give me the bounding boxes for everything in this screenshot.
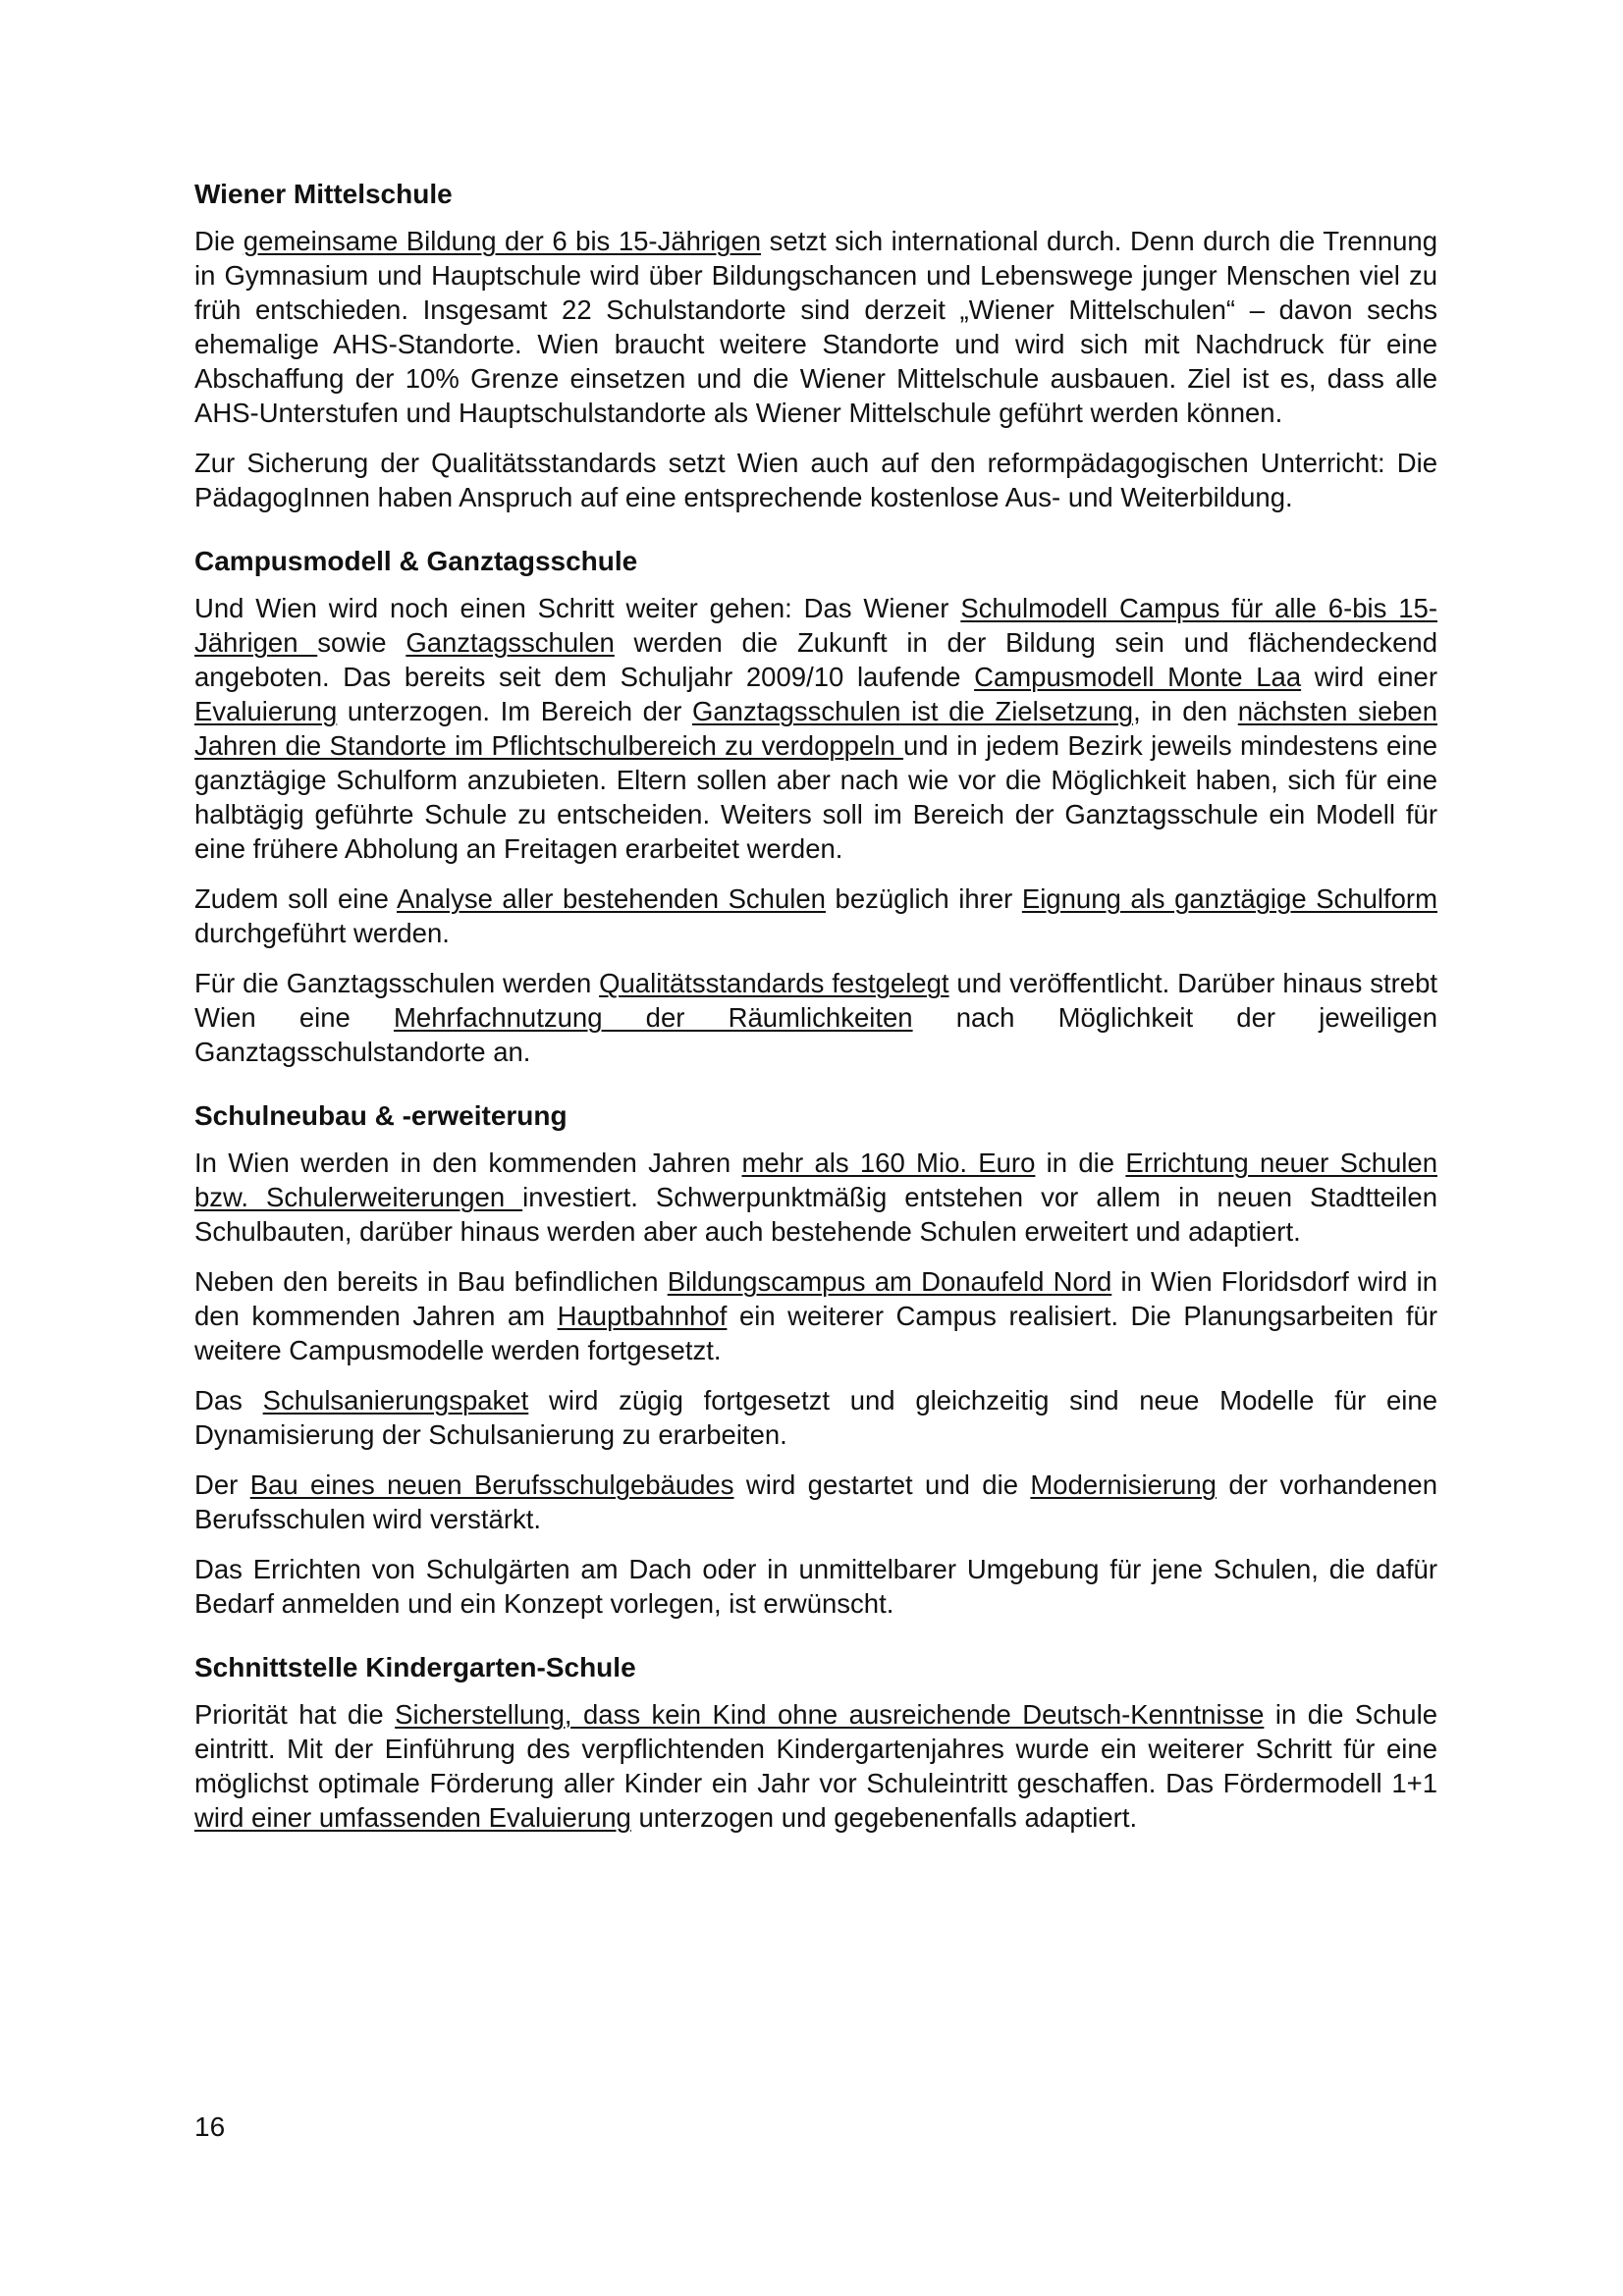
- text-run: ein weiterer Campus realisiert. Die Planungsarbeiten für weitere Campusmodelle werden fortgesetzt.: [194, 1301, 1437, 1365]
- text-run: Zudem soll eine: [194, 883, 398, 914]
- text-run: der vorhandenen Berufsschulen wird verstärkt.: [194, 1469, 1437, 1534]
- text-run: in Wien Floridsdorf wird in den kommenden Jahren am: [194, 1266, 1438, 1331]
- underlined-text: Errichtung neuer Schulen bzw. Schulerweiterungen: [194, 1148, 1437, 1212]
- underlined-text: Qualitätsstandards festgelegt: [599, 968, 949, 998]
- text-run: unterzogen. Im Bereich der: [337, 696, 692, 726]
- section-heading: Wiener Mittelschule: [194, 179, 453, 209]
- body-paragraph: [194, 1468, 1437, 1536]
- text-run: durchgeführt werden.: [194, 918, 450, 948]
- underlined-text: Schulmodell Campus für alle 6-bis 15-Jährigen: [194, 593, 1437, 658]
- text-run: Für die Ganztagsschulen werden: [194, 968, 600, 998]
- document-section: [194, 544, 1437, 1069]
- underlined-text: mehr als 160 Mio. Euro: [741, 1148, 1036, 1178]
- text-run: in die: [1035, 1148, 1126, 1178]
- document-body: [194, 177, 1437, 1864]
- text-run: setzt sich international durch. Denn durch die Trennung in Gymnasium und Hauptschule wird über Bildungschancen und Lebenswege junger Menschen viel zu früh entschieden. Insgesamt 22 Schulstandorte sind derzeit „Wiener Mittelschulen“ – davon sechs ehemalige AHS-Standorte. Wien braucht weitere Standorte und wird sich mit Nachdruck für eine Abschaffung der 10% Grenze einsetzen und die Wiener Mittelschule ausbauen. Ziel ist es, dass alle AHS-Unterstufen und Hauptschulstandorte als Wiener Mittelschule geführt werden können.: [194, 226, 1438, 428]
- body-paragraph: [194, 966, 1437, 1069]
- underlined-text: Mehrfachnutzung der Räumlichkeiten: [394, 1002, 913, 1033]
- text-run: Und Wien wird noch einen Schritt weiter gehen: Das Wiener: [194, 593, 961, 623]
- section-heading: Campusmodell & Ganztagsschule: [194, 546, 638, 576]
- text-run: und in jedem Bezirk jeweils mindestens eine ganztägige Schulform anzubieten. Eltern sollen aber nach wie vor die Möglichkeit haben, sich für eine halbtägig geführte Schule zu entscheiden. Weiters soll im Bereich der Ganztagsschule ein Modell für eine frühere Abholung an Freitagen erarbeitet werden.: [194, 730, 1437, 864]
- body-paragraph: [194, 1264, 1437, 1367]
- underlined-text: wird einer umfassenden Evaluierung: [194, 1802, 631, 1833]
- text-run: bezüglich ihrer: [825, 883, 1022, 914]
- page-number: 16: [194, 2111, 226, 2142]
- underlined-text: Schulsanierungspaket: [262, 1385, 529, 1415]
- text-run: Zur Sicherung der Qualitätsstandards setzt Wien auch auf den reformpädagogischen Unterricht: Die PädagogInnen haben Anspruch auf eine entsprechende kostenlose Aus- und Weiterbildung.: [194, 448, 1437, 512]
- text-run: und veröffentlicht. Darüber hinaus strebt Wien eine: [194, 968, 1437, 1033]
- text-run: Der: [194, 1469, 250, 1500]
- text-run: Die: [194, 226, 243, 256]
- document-section: [194, 1098, 1437, 1621]
- underlined-text: Evaluierung: [194, 696, 338, 726]
- underlined-text: Bau eines neuen Berufsschulgebäudes: [249, 1469, 734, 1500]
- section-heading: Schulneubau & -erweiterung: [194, 1100, 568, 1131]
- underlined-text: Campusmodell Monte Laa: [974, 662, 1302, 692]
- underlined-text: gemeinsame Bildung der 6 bis 15-Jährigen: [243, 226, 762, 256]
- text-run: In Wien werden in den kommenden Jahren: [194, 1148, 742, 1178]
- body-paragraph: [194, 1146, 1437, 1249]
- body-paragraph: [194, 446, 1437, 514]
- text-run: wird gestartet und die: [733, 1469, 1031, 1500]
- text-run: Das: [194, 1385, 263, 1415]
- underlined-text: Bildungscampus am Donaufeld Nord: [667, 1266, 1112, 1297]
- text-run: nach Möglichkeit der jeweiligen Ganztagsschulstandorte an.: [194, 1002, 1437, 1067]
- underlined-text: Hauptbahnhof: [557, 1301, 728, 1331]
- text-run: unterzogen und gegebenenfalls adaptiert.: [630, 1802, 1138, 1833]
- underlined-text: Eignung als ganztägige Schulform: [1021, 883, 1437, 914]
- body-paragraph: [194, 881, 1437, 950]
- underlined-text: Ganztagsschulen: [406, 627, 615, 658]
- body-paragraph: [194, 1383, 1437, 1452]
- document-section: [194, 177, 1437, 514]
- underlined-text: Modernisierung: [1030, 1469, 1217, 1500]
- text-run: wird zügig fortgesetzt und gleichzeitig sind neue Modelle für eine Dynamisierung der Schulsanierung zu erarbeiten.: [194, 1385, 1437, 1450]
- text-run: Neben den bereits in Bau befindlichen: [194, 1266, 668, 1297]
- text-run: sowie: [317, 627, 406, 658]
- underlined-text: Sicherstellung, dass kein Kind ohne ausreichende Deutsch-Kenntnisse: [395, 1699, 1265, 1730]
- text-run: investiert. Schwerpunktmäßig entstehen vor allem in neuen Stadtteilen Schulbauten, darüber hinaus werden aber auch bestehende Schulen erweitert und adaptiert.: [194, 1182, 1437, 1247]
- underlined-text: Analyse aller bestehenden Schulen: [397, 883, 826, 914]
- body-paragraph: [194, 224, 1437, 430]
- document-section: [194, 1650, 1437, 1835]
- body-paragraph: [194, 1552, 1437, 1621]
- body-paragraph: [194, 591, 1437, 866]
- body-paragraph: [194, 1697, 1437, 1835]
- underlined-text: nächsten sieben Jahren die Standorte im Pflichtschulbereich zu verdoppeln: [194, 696, 1438, 761]
- text-run: Priorität hat die: [194, 1699, 396, 1730]
- text-run: Das Errichten von Schulgärten am Dach oder in unmittelbarer Umgebung für jene Schulen, die dafür Bedarf anmelden und ein Konzept vorlegen, ist erwünscht.: [194, 1554, 1437, 1619]
- section-heading: Schnittstelle Kindergarten-Schule: [194, 1652, 636, 1682]
- text-run: in die Schule eintritt. Mit der Einführung des verpflichtenden Kindergartenjahres wurde ein weiterer Schritt für eine möglichst optimale Förderung aller Kinder ein Jahr vor Schuleintritt geschaffen. Das Fördermodell 1+1: [194, 1699, 1437, 1798]
- text-run: werden die Zukunft in der Bildung sein und flächendeckend angeboten. Das bereits seit dem Schuljahr 2009/10 laufende: [194, 627, 1438, 692]
- underlined-text: Ganztagsschulen ist die Zielsetzung: [691, 696, 1134, 726]
- text-run: wird einer: [1301, 662, 1437, 692]
- text-run: , in den: [1133, 696, 1238, 726]
